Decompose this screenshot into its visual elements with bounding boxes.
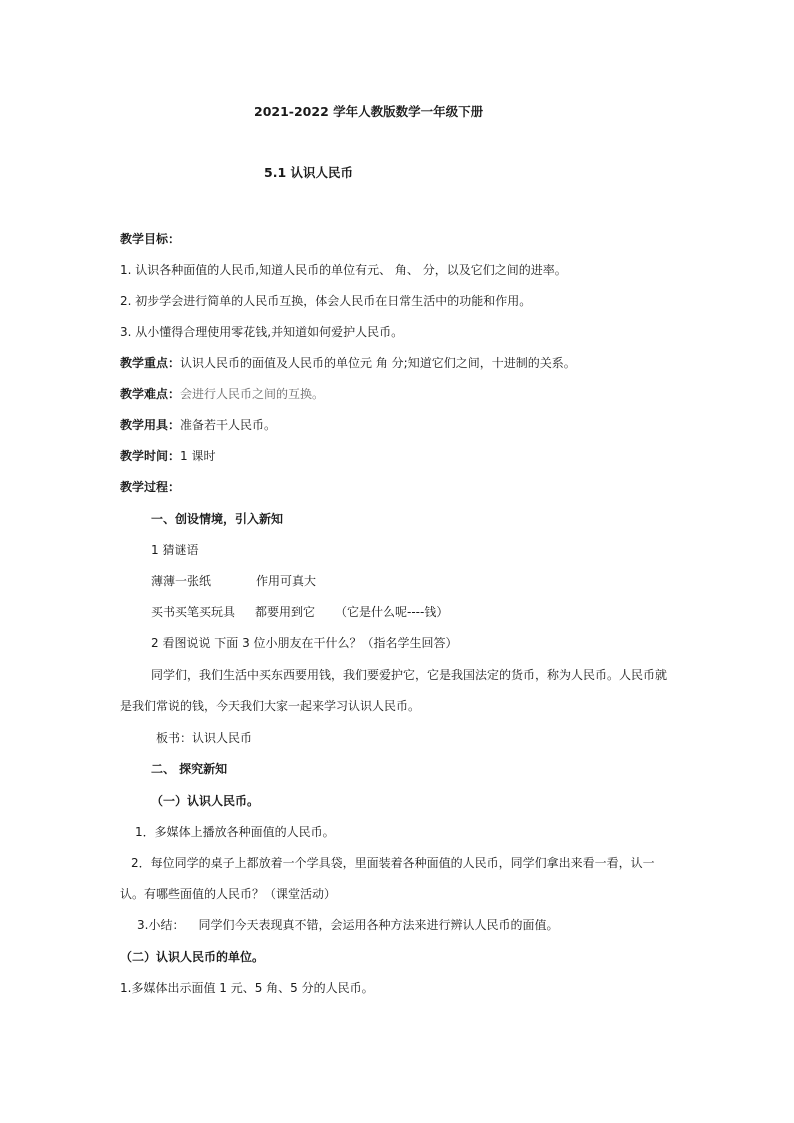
step-2-line-2: 认。有哪些面值的人民币？（课堂活动） xyxy=(120,887,337,901)
step-3-label: 3.小结： xyxy=(137,918,185,932)
teaching-tools xyxy=(120,417,276,433)
intro-paragraph-line-1: 同学们，我们生活中买东西要用钱，我们要爱护它，它是我国法定的货币，称为人民币。人民币就 xyxy=(151,668,668,682)
section-1-heading: 一、创设情境，引入新知 xyxy=(151,512,284,526)
process-label: 教学过程： xyxy=(120,480,181,494)
teaching-time-label: 教学时间： xyxy=(120,449,181,463)
section-2-heading: 二、 探究新知 xyxy=(151,762,228,776)
intro-paragraph-line-2: 是我们常说的钱，今天我们大家一起来学习认识人民币。 xyxy=(120,699,421,713)
picture-talk: 2 看图说说 下面 3 位小朋友在干什么？（指名学生回答） xyxy=(151,636,458,650)
objective-2: 2. 初步学会进行简单的人民币互换，体会人民币在日常生活中的功能和作用。 xyxy=(120,294,532,308)
step-3-text: 同学们今天表现真不错，会运用各种方法来进行辨认人民币的面值。 xyxy=(198,918,559,932)
riddle-line-1b: 作用可真大 xyxy=(256,574,317,588)
subsection-1-heading: （一）认识人民币。 xyxy=(151,794,260,808)
document-title: 2021-2022 学年人教版数学一年级下册 xyxy=(254,104,484,119)
blackboard-note: 板书：认识人民币 xyxy=(156,731,253,745)
difficulties-label: 教学难点： xyxy=(120,387,181,401)
lesson-title: 5.1 认识人民币 xyxy=(264,165,353,180)
riddle-answer: （它是什么呢----钱） xyxy=(335,605,449,619)
riddle-heading: 1 猜谜语 xyxy=(151,543,199,557)
objectives-label: 教学目标： xyxy=(120,232,181,246)
difficulties xyxy=(120,386,324,402)
teaching-time xyxy=(120,448,215,464)
key-points-text: 认识人民币的面值及人民币的单位元 角 分;知道它们之间，十进制的关系。 xyxy=(180,356,576,370)
difficulties-text: 会进行人民币之间的互换。 xyxy=(180,387,325,401)
objective-3: 3. 从小懂得合理使用零花钱,并知道如何爱护人民币。 xyxy=(120,325,404,339)
riddle-line-2a: 买书买笔买玩具 xyxy=(151,605,236,619)
objective-1: 1. 认识各种面值的人民币,知道人民币的单位有元、 角、 分，以及它们之间的进率。 xyxy=(120,263,567,277)
step-3 xyxy=(137,917,558,933)
riddle-line-2b: 都要用到它 xyxy=(255,605,316,619)
teaching-time-text: 1 课时 xyxy=(180,449,216,463)
step-1: 1．多媒体上播放各种面值的人民币。 xyxy=(135,825,335,839)
step-2-line-1: 2．每位同学的桌子上都放着一个学具袋，里面装着各种面值的人民币，同学们拿出来看一看，认一 xyxy=(131,856,655,870)
key-points xyxy=(120,355,576,371)
subsection-2-step-1: 1.多媒体出示面值 1 元、5 角、5 分的人民币。 xyxy=(120,981,374,995)
key-points-label: 教学重点： xyxy=(120,356,181,370)
teaching-tools-label: 教学用具： xyxy=(120,418,181,432)
teaching-tools-text: 准备若干人民币。 xyxy=(180,418,277,432)
riddle-line-1a: 薄薄一张纸 xyxy=(151,574,212,588)
subsection-2-heading: （二）认识人民币的单位。 xyxy=(120,950,265,964)
